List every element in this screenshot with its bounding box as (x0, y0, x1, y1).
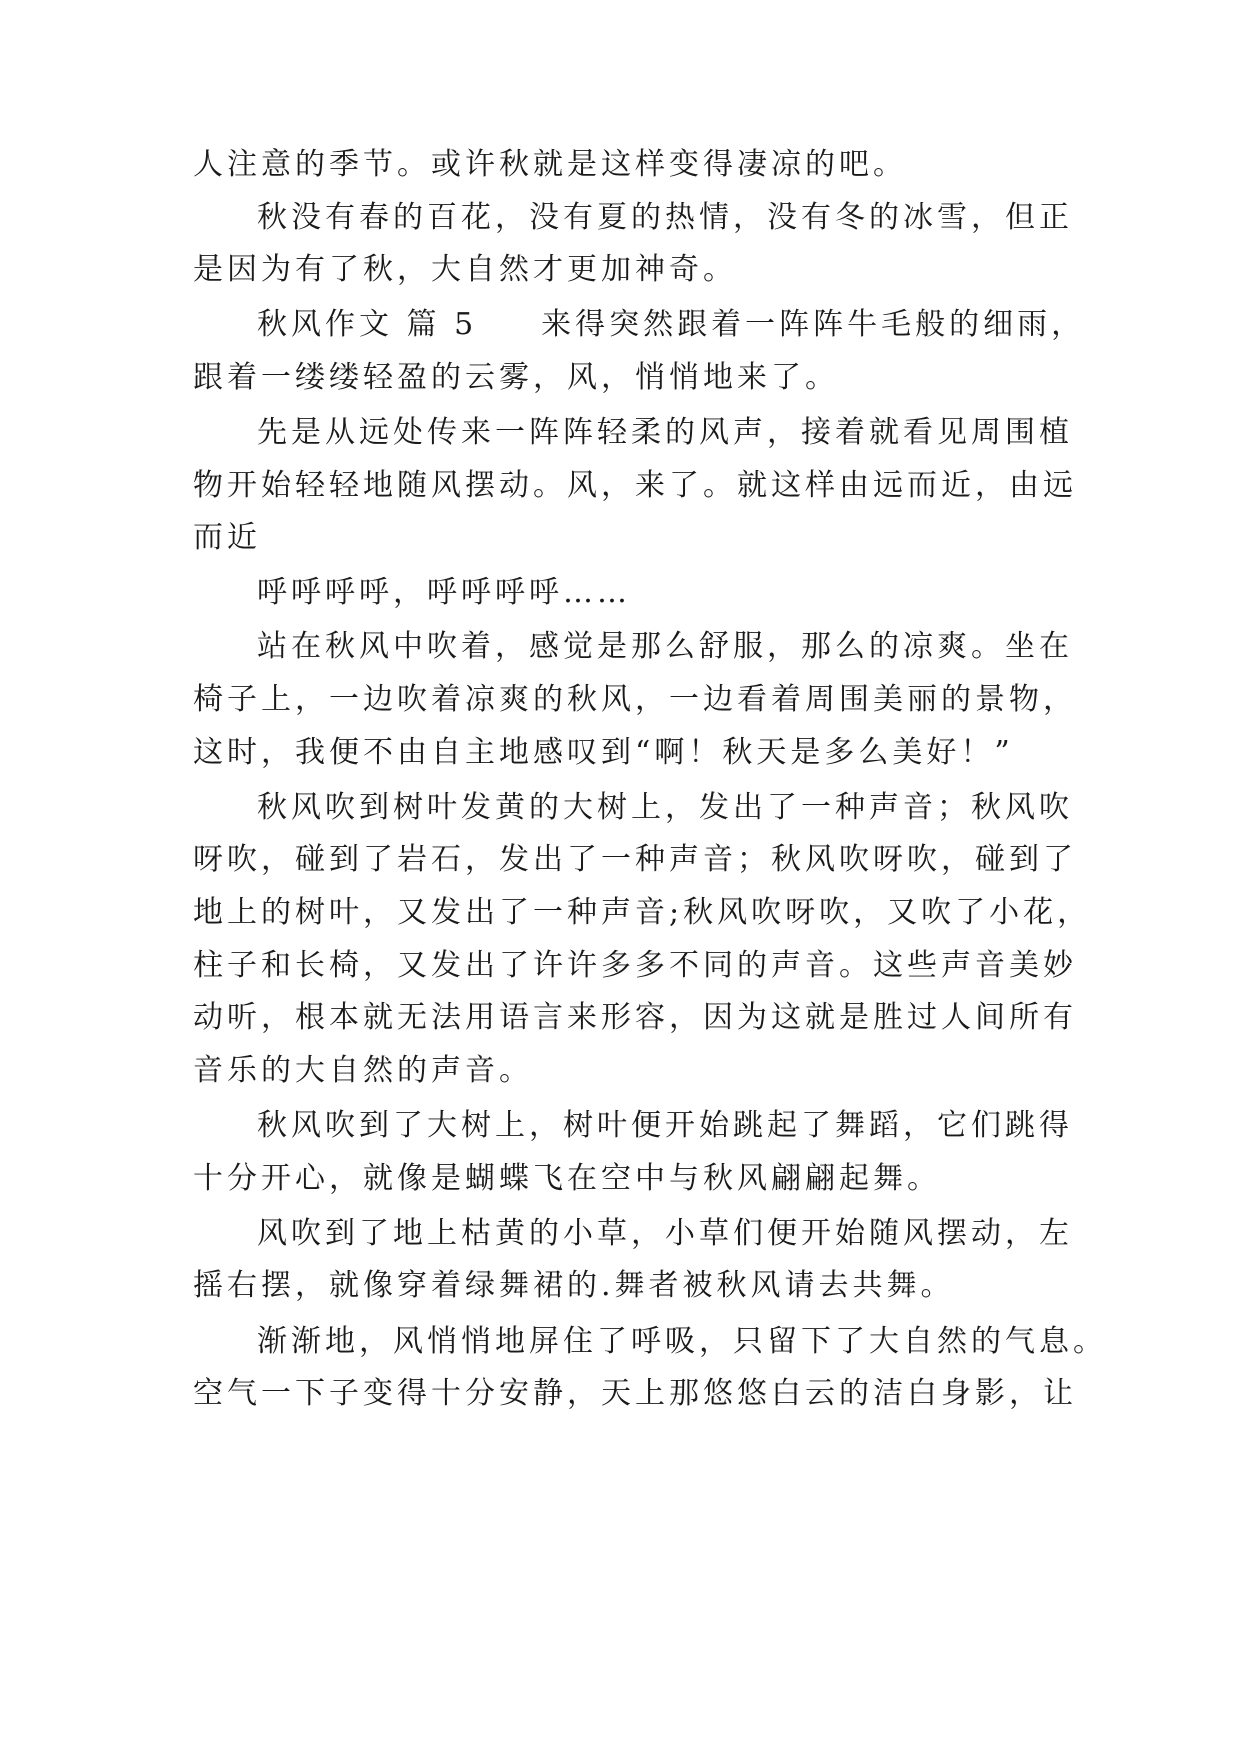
text-line: 呼呼呼呼，呼呼呼呼…… (257, 575, 631, 610)
text-line: 人注意的季节。或许秋就是这样变得凄凉的吧。 (193, 147, 907, 182)
text-line: 跟着一缕缕轻盈的云雾，风，悄悄地来了。 (193, 360, 839, 395)
text-line: 椅子上，一边吹着凉爽的秋风，一边看着周围美丽的景物， (193, 682, 1077, 717)
text-line: 站在秋风中吹着，感觉是那么舒服，那么的凉爽。坐在 (257, 629, 1073, 664)
text-line: 物开始轻轻地随风摆动。风，来了。就这样由远而近，由远 (193, 468, 1077, 503)
text-line: 风吹到了地上枯黄的小草，小草们便开始随风摆动，左 (257, 1216, 1073, 1251)
text-line: 先是从远处传来一阵阵轻柔的风声，接着就看见周围植 (257, 415, 1073, 450)
text-line: 秋风吹到了大树上，树叶便开始跳起了舞蹈，它们跳得 (257, 1108, 1073, 1143)
text-line: 十分开心，就像是蝴蝶飞在空中与秋风翩翩起舞。 (193, 1161, 941, 1196)
text-line: 空气一下子变得十分安静，天上那悠悠白云的洁白身影，让 (193, 1376, 1077, 1411)
text-line: 渐渐地，风悄悄地屏住了呼吸，只留下了大自然的气息。 (257, 1324, 1107, 1359)
section-heading: 秋风作文 篇 5 (257, 307, 478, 342)
text-line: 柱子和长椅，又发出了许许多多不同的声音。这些声音美妙 (193, 948, 1077, 983)
text-line: 摇右摆，就像穿着绿舞裙的.舞者被秋风请去共舞。 (193, 1268, 955, 1303)
text-line: 音乐的大自然的声音。 (193, 1053, 533, 1088)
text-line: 呀吹，碰到了岩石，发出了一种声音；秋风吹呀吹，碰到了 (193, 842, 1077, 877)
text-line-content: 来得突然跟着一阵阵牛毛般的细雨， (541, 307, 1086, 342)
text-line: 秋风吹到树叶发黄的大树上，发出了一种声音；秋风吹 (257, 790, 1073, 825)
text-line: 这时，我便不由自主地感叹到“啊！秋天是多么美好！” (193, 735, 1014, 770)
text-line: 秋没有春的百花，没有夏的热情，没有冬的冰雪，但正 (257, 200, 1073, 235)
text-line: 是因为有了秋，大自然才更加神奇。 (193, 252, 737, 287)
text-line: 地上的树叶，又发出了一种声音;秋风吹呀吹，又吹了小花， (193, 895, 1092, 930)
text-line (257, 305, 1085, 345)
text-line: 而近 (193, 520, 261, 555)
text-line: 动听，根本就无法用语言来形容，因为这就是胜过人间所有 (193, 1000, 1077, 1035)
